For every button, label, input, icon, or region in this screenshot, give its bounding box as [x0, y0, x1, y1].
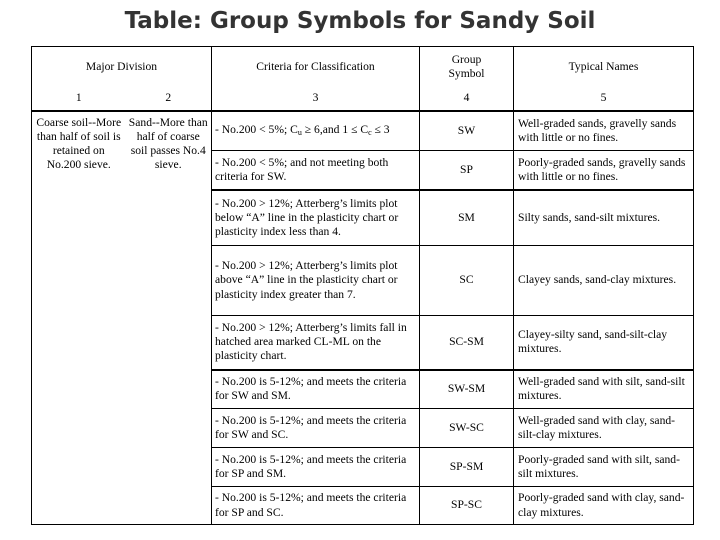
group-symbol-cell: SC-SM: [420, 316, 514, 370]
criteria-cell: [212, 111, 420, 151]
col-number-4: 4: [420, 87, 514, 111]
criteria-cell: - No.200 < 5%; and not meeting both criteria for SW.: [212, 151, 420, 190]
typical-name-cell: Well-graded sand with silt, sand-silt mixtures.: [514, 370, 694, 409]
criteria-cell: - No.200 > 12%; Atterberg’s limits fall in hatched area marked CL-ML on the plasticity chart.: [212, 316, 420, 370]
criteria-cell: - No.200 is 5-12%; and meets the criteria for SP and SM.: [212, 448, 420, 487]
typical-name-cell: Poorly-graded sand with clay, sand-clay mixtures.: [514, 487, 694, 525]
criteria-subscript-u: u: [297, 128, 302, 138]
criteria-text-part: ≥ 6,and 1 ≤ C: [301, 123, 369, 137]
group-symbol-cell: SW-SM: [420, 370, 514, 409]
table-row: [32, 111, 694, 151]
criteria-cell: - No.200 is 5-12%; and meets the criteria for SW and SM.: [212, 370, 420, 409]
typical-name-cell: Silty sands, sand-silt mixtures.: [514, 190, 694, 246]
group-symbol-cell: SW-SC: [420, 409, 514, 448]
major-division-coarse-soil: Coarse soil--More than half of soil is retained on No.200 sieve.: [32, 111, 126, 525]
header-criteria: Criteria for Classification: [212, 47, 420, 87]
group-symbol-cell: SC: [420, 246, 514, 316]
col-number-5: 5: [514, 87, 694, 111]
column-number-row: [32, 87, 694, 111]
group-symbol-cell: SP: [420, 151, 514, 190]
col-number-2: 2: [126, 87, 212, 111]
group-symbol-cell: SP-SM: [420, 448, 514, 487]
typical-name-cell: Well-graded sand with clay, sand-silt-clay mixtures.: [514, 409, 694, 448]
header-group-symbol: [420, 47, 514, 87]
soil-classification-table: [31, 46, 694, 525]
col-number-1: 1: [32, 87, 126, 111]
col-number-3: 3: [212, 87, 420, 111]
typical-name-cell: Well-graded sands, gravelly sands with little or no fines.: [514, 111, 694, 151]
group-symbol-cell: SW: [420, 111, 514, 151]
page-title: Table: Group Symbols for Sandy Soil: [124, 8, 596, 34]
criteria-text-part: - No.200 < 5%; C: [215, 123, 298, 137]
header-group-symbol-label: Group Symbol: [448, 52, 485, 80]
criteria-cell: - No.200 is 5-12%; and meets the criteria for SP and SC.: [212, 487, 420, 525]
header-major-division: Major Division: [32, 47, 212, 87]
header-typical-names: Typical Names: [514, 47, 694, 87]
group-symbol-cell: SM: [420, 190, 514, 246]
criteria-cell: - No.200 > 12%; Atterberg’s limits plot below “A” line in the plasticity chart or plasticity index less than 4.: [212, 190, 420, 246]
group-symbol-cell: SP-SC: [420, 487, 514, 525]
header-row: [32, 47, 694, 87]
criteria-cell: - No.200 is 5-12%; and meets the criteria for SW and SC.: [212, 409, 420, 448]
typical-name-cell: Poorly-graded sand with silt, sand-silt mixtures.: [514, 448, 694, 487]
criteria-subscript-c: c: [368, 128, 372, 138]
criteria-cell: - No.200 > 12%; Atterberg’s limits plot above “A” line in the plasticity chart or plasticity index greater than 7.: [212, 246, 420, 316]
major-division-sand: Sand--More than half of coarse soil passes No.4 sieve.: [126, 111, 212, 525]
typical-name-cell: Poorly-graded sands, gravelly sands with little or no fines.: [514, 151, 694, 190]
typical-name-cell: Clayey sands, sand-clay mixtures.: [514, 246, 694, 316]
criteria-text-part: ≤ 3: [371, 123, 390, 137]
typical-name-cell: Clayey-silty sand, sand-silt-clay mixtures.: [514, 316, 694, 370]
